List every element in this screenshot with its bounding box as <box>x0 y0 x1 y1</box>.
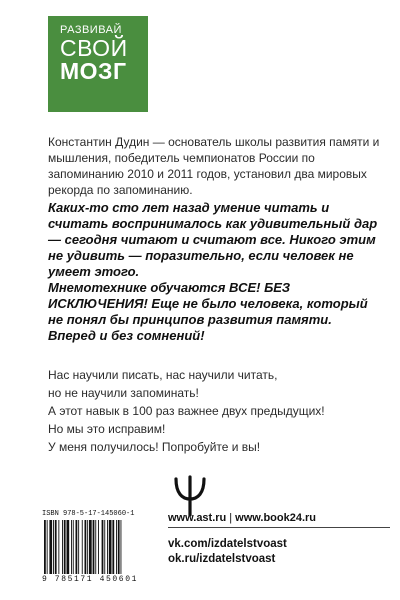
promo-paragraph-2: Мнемотехнике обучаются ВСЕ! БЕЗ ИСКЛЮЧЕНИЯ! Еще не было человека, который не понял бы принципов развития памяти. Вперед и без сомнений! <box>48 280 368 343</box>
link-ok[interactable]: ok.ru/izdatelstvoast <box>168 553 276 565</box>
barcode-digits: 9 785171 450601 <box>42 575 139 584</box>
slogan-lines <box>48 366 378 456</box>
isbn-text: ISBN 978-5-17-145060-1 <box>42 510 135 518</box>
slogan-line-1: Нас научили писать, нас научили читать, <box>48 368 278 382</box>
link-ast[interactable]: www.ast.ru <box>168 512 227 524</box>
slogan-line-2: но не научили запоминать! <box>48 386 199 400</box>
series-badge <box>48 16 148 112</box>
slogan-line-3: А этот навык в 100 раз важнее двух предыдущих! <box>48 404 325 418</box>
series-line-1: РАЗВИВАЙ <box>60 24 122 36</box>
series-line-3: МОЗГ <box>60 58 127 84</box>
barcode-bars <box>42 520 150 574</box>
divider-line <box>168 527 390 528</box>
link-vk[interactable]: vk.com/izdatelstvoast <box>168 538 287 550</box>
social-links <box>168 537 287 567</box>
promo-text <box>48 200 378 344</box>
link-separator: | <box>229 512 233 524</box>
slogan-line-4: Но мы это исправим! <box>48 422 166 436</box>
promo-paragraph-1: Каких-то сто лет назад умение читать и считать воспринималось как удивительный дар — сегодня читают и считают все. Никого этим не удивить — поразительно, если человек не умеет этого. <box>48 200 378 279</box>
slogan-line-5: У меня получилось! Попробуйте и вы! <box>48 440 261 454</box>
barcode <box>42 510 150 584</box>
author-bio: Константин Дудин — основатель школы развития памяти и мышления, победитель чемпионатов России по запоминанию 2010 и 2011 годов, установил два мировых рекорда по запоминанию. <box>48 135 380 197</box>
website-links <box>168 512 316 524</box>
link-book24[interactable]: www.book24.ru <box>235 512 317 524</box>
series-line-2: СВОЙ <box>60 35 128 61</box>
